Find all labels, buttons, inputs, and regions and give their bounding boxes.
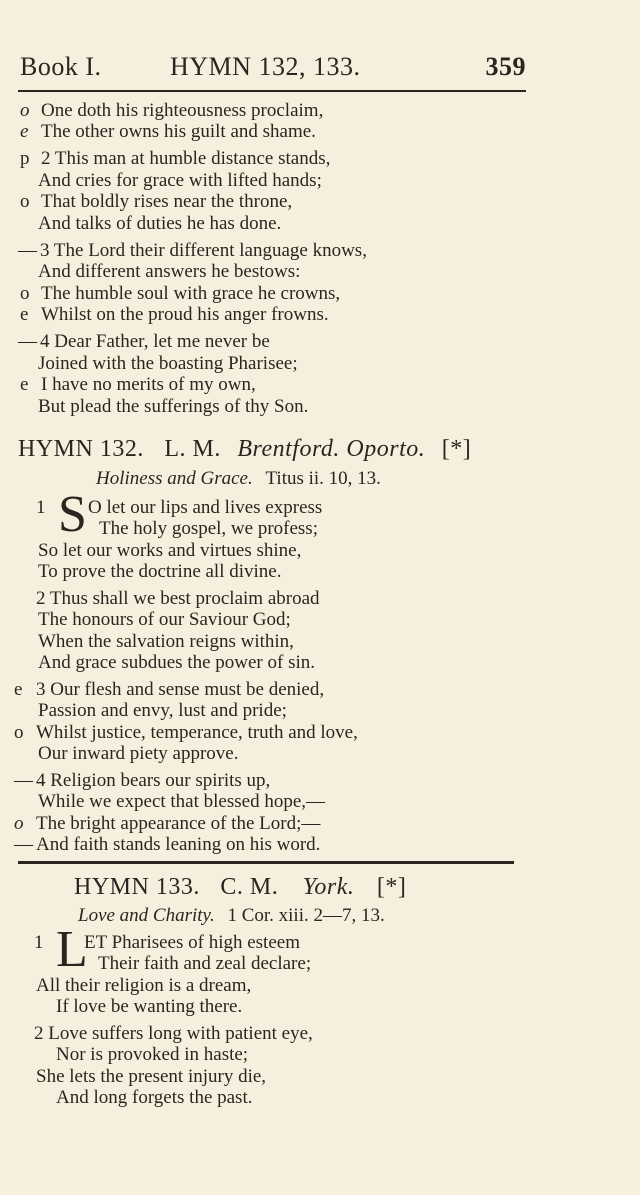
line-text: 4 Religion bears our spirits up, bbox=[36, 770, 271, 791]
line-text: ET Pharisees of high esteem bbox=[84, 932, 300, 953]
verse-line bbox=[36, 975, 251, 997]
dynamic-mark: — bbox=[18, 240, 37, 261]
drop-cap: L bbox=[56, 921, 88, 978]
star-mark: [*] bbox=[376, 874, 407, 900]
page-number: 359 bbox=[485, 52, 526, 81]
verse-line bbox=[56, 1087, 253, 1109]
verse-line bbox=[38, 540, 301, 562]
line-text: Our inward piety approve. bbox=[38, 743, 239, 764]
line-text: Their faith and zeal declare; bbox=[98, 953, 312, 974]
dynamic-mark: o bbox=[20, 191, 30, 212]
verse-line bbox=[38, 652, 315, 674]
hymn-number: HYMN 133. bbox=[74, 874, 200, 900]
verse-line bbox=[38, 743, 239, 765]
line-text: And different answers he bestows: bbox=[38, 261, 301, 282]
verse-line bbox=[56, 1044, 248, 1066]
dynamic-mark: e bbox=[20, 121, 29, 142]
verse-line bbox=[98, 953, 311, 975]
line-text: 3 The Lord their different language knows, bbox=[40, 240, 367, 261]
line-text: She lets the present injury die, bbox=[36, 1066, 267, 1087]
line-text: If love be wanting there. bbox=[56, 996, 243, 1017]
dynamic-mark: e bbox=[20, 374, 29, 395]
hymn-132-heading bbox=[18, 436, 471, 463]
line-text: To prove the doctrine all divine. bbox=[38, 561, 282, 582]
star-mark: [*] bbox=[441, 436, 472, 462]
dynamic-mark: — bbox=[14, 834, 33, 855]
hymn-subject: Love and Charity. bbox=[78, 905, 215, 926]
verse-line bbox=[38, 609, 291, 631]
line-text: The bright appearance of the Lord;— bbox=[36, 813, 321, 834]
line-text: While we expect that blessed hope,— bbox=[38, 791, 326, 812]
verse-line bbox=[38, 561, 281, 583]
line-text: 2 Love suffers long with patient eye, bbox=[34, 1023, 313, 1044]
dynamic-mark: — bbox=[18, 331, 37, 352]
hymn-133-subtitle bbox=[78, 905, 385, 927]
line-text: So let our works and virtues shine, bbox=[38, 540, 302, 561]
dynamic-mark: o bbox=[20, 100, 30, 121]
line-text: The honours of our Saviour God; bbox=[38, 609, 291, 630]
scripture-reference: 1 Cor. xiii. 2—7, 13. bbox=[227, 905, 385, 926]
hymn-separator-rule bbox=[18, 861, 514, 864]
dynamic-mark: e bbox=[20, 304, 29, 325]
line-text: Nor is provoked in haste; bbox=[56, 1044, 249, 1065]
dynamic-mark: e bbox=[14, 679, 23, 700]
verse-line bbox=[36, 588, 320, 610]
verse-number bbox=[34, 932, 44, 954]
line-text: O let our lips and lives express bbox=[88, 497, 323, 518]
hymn-number: HYMN 132. bbox=[18, 436, 144, 462]
dynamic-mark: o bbox=[14, 722, 24, 743]
line-text: The humble soul with grace he crowns, bbox=[41, 283, 341, 304]
verse-line bbox=[38, 700, 287, 722]
line-text: And faith stands leaning on his word. bbox=[36, 834, 321, 855]
line-text: One doth his righteousness proclaim, bbox=[41, 100, 324, 121]
scripture-reference: Titus ii. 10, 13. bbox=[265, 468, 381, 489]
line-text: Joined with the boasting Pharisee; bbox=[38, 353, 298, 374]
line-text: Whilst justice, temperance, truth and love, bbox=[36, 722, 358, 743]
hymn-133-heading bbox=[74, 874, 406, 901]
dynamic-mark: — bbox=[14, 770, 33, 791]
dynamic-mark: p bbox=[20, 148, 30, 169]
line-text: The other owns his guilt and shame. bbox=[41, 121, 316, 142]
line-text: When the salvation reigns within, bbox=[38, 631, 294, 652]
line-text: And long forgets the past. bbox=[56, 1087, 253, 1108]
line-text: But plead the sufferings of thy Son. bbox=[38, 396, 309, 417]
line-text: Whilst on the proud his anger frowns. bbox=[41, 304, 329, 325]
verse-number bbox=[36, 497, 46, 519]
verse-line bbox=[34, 1023, 313, 1045]
line-text: All their religion is a dream, bbox=[36, 975, 252, 996]
verse-line bbox=[36, 1066, 266, 1088]
book-label: Book I. bbox=[20, 52, 102, 81]
tune-names: York. bbox=[302, 874, 355, 900]
dynamic-mark: o bbox=[14, 813, 24, 834]
line-text: 2 This man at humble distance stands, bbox=[41, 148, 331, 169]
verse-line bbox=[38, 791, 325, 813]
hymn-meter: L. M. bbox=[164, 436, 221, 462]
line-text: Passion and envy, lust and pride; bbox=[38, 700, 287, 721]
verse-line bbox=[88, 497, 322, 519]
line-text: 4 Dear Father, let me never be bbox=[40, 331, 270, 352]
line-text: 2 Thus shall we best proclaim abroad bbox=[36, 588, 320, 609]
header-rule bbox=[18, 90, 526, 92]
line-text: The holy gospel, we profess; bbox=[99, 518, 318, 539]
tune-names: Brentford. Oporto. bbox=[237, 436, 426, 462]
dynamic-mark: o bbox=[20, 283, 30, 304]
line-text: That boldly rises near the throne, bbox=[41, 191, 293, 212]
hymn-132-subtitle bbox=[96, 468, 381, 490]
drop-cap: S bbox=[58, 486, 87, 543]
header-title: HYMN 132, 133. bbox=[170, 52, 361, 81]
verse-number-text: 1 bbox=[36, 497, 46, 518]
verse-line bbox=[84, 932, 300, 954]
verse-line bbox=[38, 631, 294, 653]
hymn-meter: C. M. bbox=[220, 874, 279, 900]
line-text: And grace subdues the power of sin. bbox=[38, 652, 316, 673]
hymn-subject: Holiness and Grace. bbox=[96, 468, 253, 489]
line-text: And cries for grace with lifted hands; bbox=[38, 170, 322, 191]
line-text: I have no merits of my own, bbox=[41, 374, 256, 395]
running-header bbox=[20, 52, 526, 86]
verse-number-text: 1 bbox=[34, 932, 44, 953]
line-text: And talks of duties he has done. bbox=[38, 213, 282, 234]
verse-line bbox=[99, 518, 318, 540]
line-text: 3 Our flesh and sense must be denied, bbox=[36, 679, 325, 700]
verse-line bbox=[56, 996, 242, 1018]
